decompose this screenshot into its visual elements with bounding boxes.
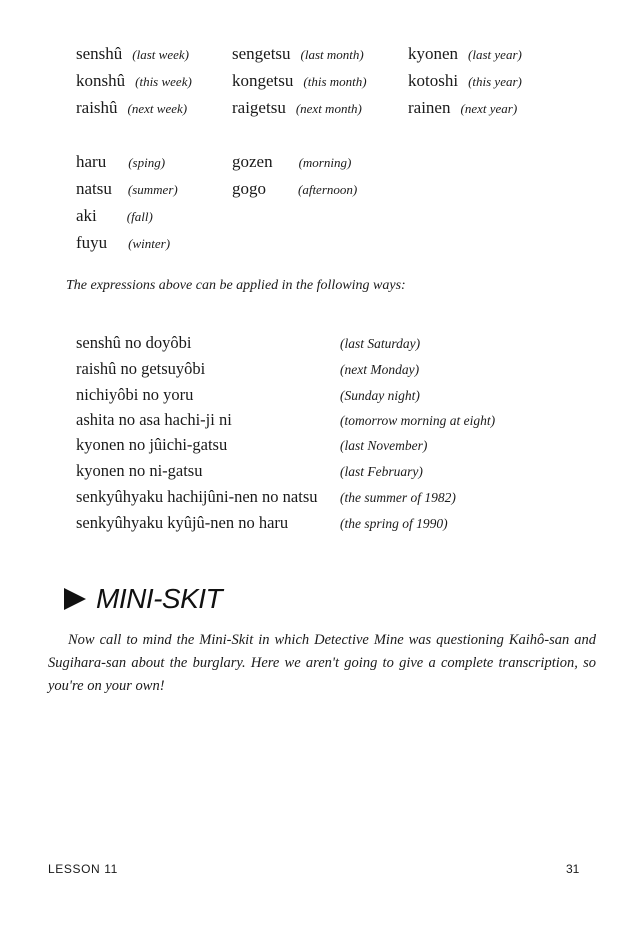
mini-skit-heading [64,582,222,616]
expression-japanese: nichiyôbi no yoru [76,385,194,404]
vocab-gloss: (this week) [135,74,192,89]
arrow-right-icon [64,588,86,610]
expression-japanese: senkyûhyaku kyûjû-nen no haru [76,513,289,532]
vocab-entry [232,72,367,90]
mini-skit-title: MINI-SKIT [96,583,223,614]
vocab-gloss: (sping) [128,155,166,170]
vocab-gloss: (next year) [460,101,518,116]
vocab-gloss: (this year) [468,74,522,89]
vocab-entry [76,153,165,171]
vocab-word: haru [76,152,107,171]
vocab-entry [76,99,187,117]
vocab-entry [232,180,357,198]
lesson-label: LESSON 11 [48,862,118,876]
expression-english: (the summer of 1982) [340,490,456,505]
expression-japanese: kyonen no ni-gatsu [76,461,203,480]
vocab-word: gogo [232,179,266,198]
vocab-entry [76,45,189,63]
vocab-word: kyonen [408,44,459,63]
vocab-gloss: (fall) [126,209,153,224]
vocab-word: senshû [76,44,123,63]
vocab-word: natsu [76,179,112,198]
vocab-word: raigetsu [232,98,286,117]
vocab-word: raishû [76,98,118,117]
vocab-gloss: (morning) [298,155,352,170]
vocab-entry [408,72,522,90]
vocab-entry [76,72,192,90]
vocab-entry [408,99,517,117]
expression-japanese: senshû no doyôbi [76,333,192,352]
vocab-word: kotoshi [408,71,459,90]
vocab-word: gozen [232,152,273,171]
vocab-gloss: (this month) [303,74,367,89]
vocab-word: rainen [408,98,451,117]
vocab-entry [76,207,153,225]
vocab-word: konshû [76,71,126,90]
vocab-entry [408,45,522,63]
vocab-gloss: (next week) [127,101,188,116]
page-number: 31 [566,862,580,876]
vocabulary-grid [0,0,638,260]
mini-skit-body: Now call to mind the Mini-Skit in which Detective Mine was questioning Kaihô-san and Sugihara-san about the burglary. Here we aren't going to give a complete transcription, so you're on your own! [48,632,596,694]
vocab-word: sengetsu [232,44,291,63]
vocab-entry [76,234,170,252]
expression-english: (Sunday night) [340,388,420,403]
vocab-word: aki [76,206,97,225]
intro-text: The expressions above can be applied in the following ways: [66,278,406,293]
expression-japanese: senkyûhyaku hachijûni-nen no natsu [76,487,318,506]
vocab-gloss: (summer) [127,182,178,197]
vocab-gloss: (last month) [300,47,364,62]
vocab-entry [232,99,362,117]
expression-english: (last February) [340,464,423,479]
expression-english: (tomorrow morning at eight) [340,413,496,428]
vocab-gloss: (afternoon) [298,182,358,197]
vocab-gloss: (winter) [128,236,171,251]
expression-english: (next Monday) [340,362,420,377]
vocab-entry [232,153,351,171]
expression-japanese: kyonen no jûichi-gatsu [76,435,228,454]
vocab-word: fuyu [76,233,108,252]
vocab-entry [76,180,178,198]
vocab-entry [232,45,364,63]
expression-japanese: ashita no asa hachi-ji ni [76,410,232,429]
expression-english: (last November) [340,438,428,453]
vocab-gloss: (last year) [468,47,522,62]
expression-english: (last Saturday) [340,336,421,351]
vocab-word: kongetsu [232,71,294,90]
expression-japanese: raishû no getsuyôbi [76,359,206,378]
vocab-gloss: (last week) [132,47,189,62]
expression-english: (the spring of 1990) [340,516,448,531]
vocab-gloss: (next month) [295,101,362,116]
